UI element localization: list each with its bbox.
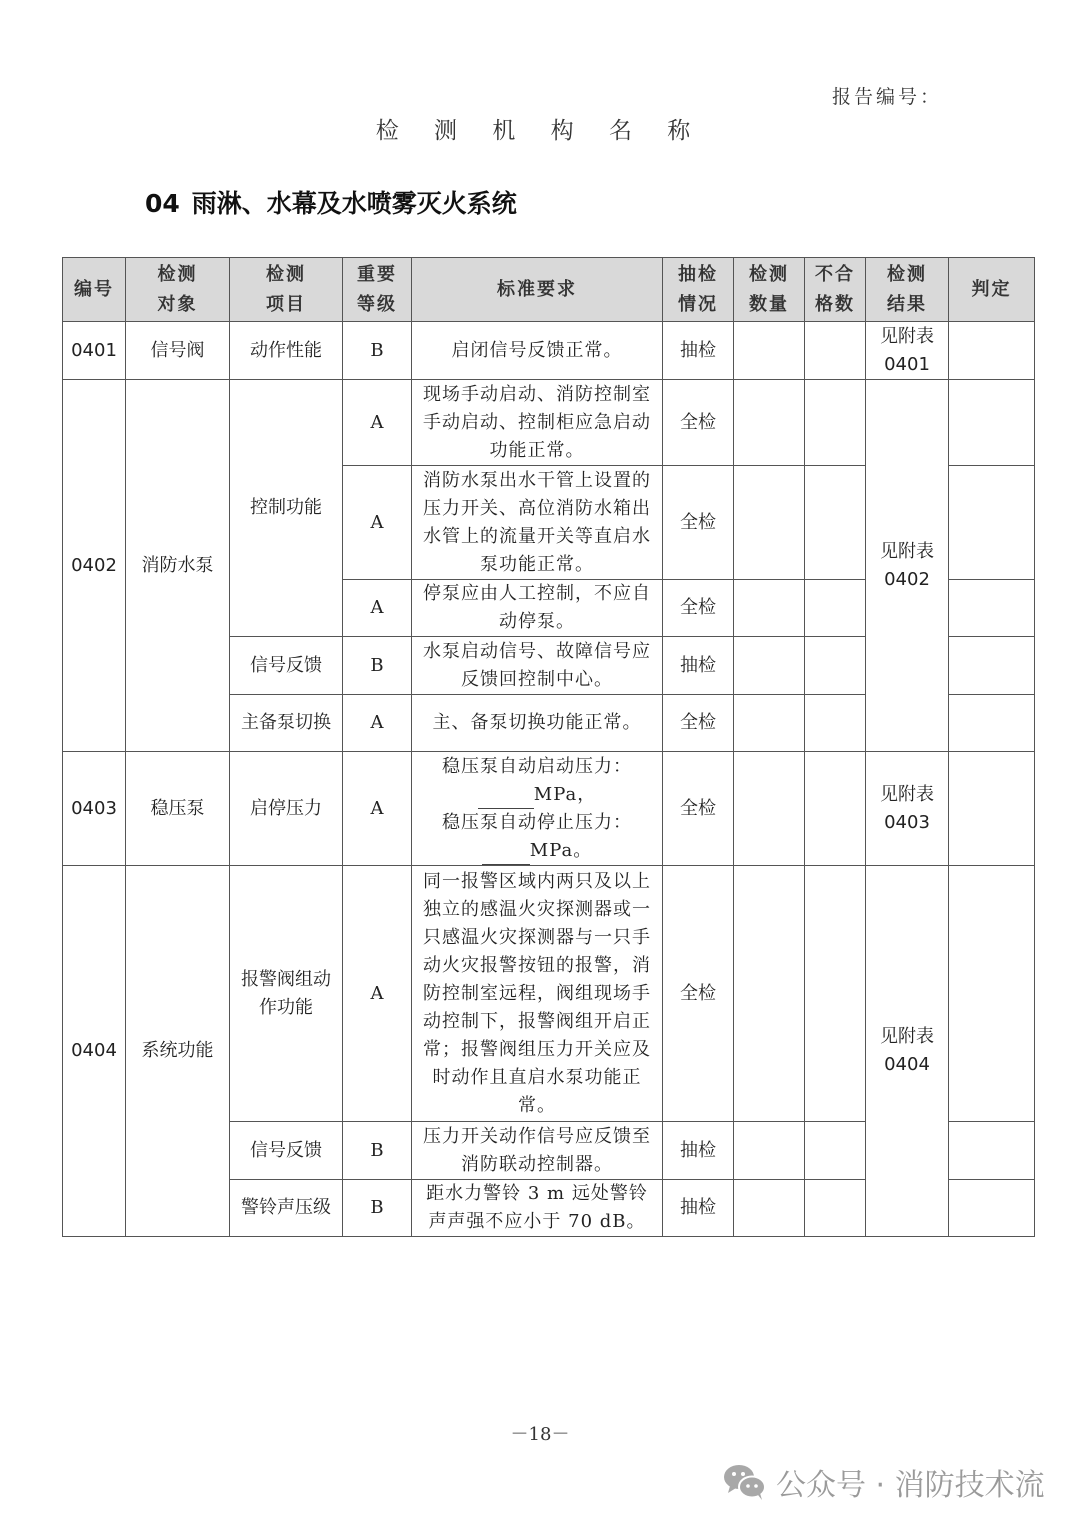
quantity-cell[interactable] <box>734 637 805 695</box>
result-cell: 见附表 0402 <box>866 380 949 752</box>
requirement-cell: 同一报警区域内两只及以上独立的感温火灾探测器或一只感温火灾探测器与一只手动火灾报警按钮的报警，消防控制室远程，阀组现场手动控制下，报警阀组开启正常；报警阀组压力开关应及时动作且直启水泵功能正常。 <box>412 866 663 1122</box>
header-verdict: 判定 <box>949 258 1035 322</box>
quantity-cell[interactable] <box>734 580 805 637</box>
item-cell: 动作性能 <box>230 322 343 380</box>
requirement-cell: 距水力警铃 3 m 远处警铃声声强不应小于 70 dB。 <box>412 1180 663 1237</box>
report-number-label: 报告编号： <box>832 86 943 108</box>
object-cell: 信号阀 <box>126 322 230 380</box>
requirement-cell: 压力开关动作信号应反馈至消防联动控制器。 <box>412 1122 663 1180</box>
verdict-cell[interactable] <box>949 322 1035 380</box>
sampling-cell: 全检 <box>663 466 734 580</box>
code-cell: 0403 <box>63 752 126 866</box>
verdict-cell[interactable] <box>949 752 1035 866</box>
item-cell: 启停压力 <box>230 752 343 866</box>
verdict-cell[interactable] <box>949 637 1035 695</box>
sampling-cell: 全检 <box>663 580 734 637</box>
failed-cell[interactable] <box>805 695 866 752</box>
inspection-table <box>62 257 1035 1237</box>
failed-cell[interactable] <box>805 866 866 1122</box>
level-cell: B <box>343 1180 412 1237</box>
requirement-cell: 消防水泵出水干管上设置的压力开关、高位消防水箱出水管上的流量开关等直启水泵功能正常。 <box>412 466 663 580</box>
verdict-cell[interactable] <box>949 380 1035 466</box>
table-row <box>63 866 1035 1122</box>
quantity-cell[interactable] <box>734 380 805 466</box>
watermark <box>722 1460 1045 1504</box>
section-title <box>145 184 517 220</box>
failed-cell[interactable] <box>805 580 866 637</box>
object-cell: 系统功能 <box>126 866 230 1237</box>
level-cell: A <box>343 580 412 637</box>
requirement-cell: 现场手动启动、消防控制室手动启动、控制柜应急启动功能正常。 <box>412 380 663 466</box>
header-level: 重要 等级 <box>343 258 412 322</box>
level-cell: A <box>343 752 412 866</box>
start-pressure-blank[interactable] <box>478 788 534 809</box>
watermark-text: 公众号 · 消防技术流 <box>776 1468 1045 1503</box>
code-cell: 0402 <box>63 380 126 752</box>
quantity-cell[interactable] <box>734 1122 805 1180</box>
sampling-cell: 抽检 <box>663 322 734 380</box>
failed-cell[interactable] <box>805 380 866 466</box>
header-quantity: 检测 数量 <box>734 258 805 322</box>
quantity-cell[interactable] <box>734 866 805 1122</box>
failed-cell[interactable] <box>805 466 866 580</box>
item-cell: 主备泵切换 <box>230 695 343 752</box>
verdict-cell[interactable] <box>949 466 1035 580</box>
organization-name: 检 测 机 构 名 称 <box>375 118 705 144</box>
header-object: 检测 对象 <box>126 258 230 322</box>
item-cell: 控制功能 <box>230 380 343 637</box>
sampling-cell: 抽检 <box>663 1122 734 1180</box>
item-cell: 警铃声压级 <box>230 1180 343 1237</box>
verdict-cell[interactable] <box>949 580 1035 637</box>
code-cell: 0404 <box>63 866 126 1237</box>
stop-pressure-blank[interactable] <box>482 844 530 865</box>
header-requirement: 标准要求 <box>412 258 663 322</box>
code-cell: 0401 <box>63 322 126 380</box>
failed-cell[interactable] <box>805 1122 866 1180</box>
verdict-cell[interactable] <box>949 695 1035 752</box>
level-cell: A <box>343 380 412 466</box>
requirement-cell: 主、备泵切换功能正常。 <box>412 695 663 752</box>
header-result: 检测 结果 <box>866 258 949 322</box>
section-number: 04 <box>145 189 180 218</box>
item-cell: 信号反馈 <box>230 1122 343 1180</box>
requirement-cell: 启闭信号反馈正常。 <box>412 322 663 380</box>
verdict-cell[interactable] <box>949 1122 1035 1180</box>
wechat-icon <box>722 1462 768 1502</box>
quantity-cell[interactable] <box>734 695 805 752</box>
table-row <box>63 380 1035 466</box>
failed-cell[interactable] <box>805 752 866 866</box>
quantity-cell[interactable] <box>734 752 805 866</box>
sampling-cell: 全检 <box>663 380 734 466</box>
failed-cell[interactable] <box>805 637 866 695</box>
level-cell: A <box>343 466 412 580</box>
sampling-cell: 抽检 <box>663 637 734 695</box>
level-cell: B <box>343 1122 412 1180</box>
item-cell: 报警阀组动作功能 <box>230 866 343 1122</box>
quantity-cell[interactable] <box>734 466 805 580</box>
failed-cell[interactable] <box>805 322 866 380</box>
level-cell: A <box>343 695 412 752</box>
header-code: 编号 <box>63 258 126 322</box>
requirement-cell: 水泵启动信号、故障信号应反馈回控制中心。 <box>412 637 663 695</box>
table-header-row <box>63 258 1035 322</box>
object-cell: 稳压泵 <box>126 752 230 866</box>
table-row <box>63 752 1035 866</box>
sampling-cell: 全检 <box>663 752 734 866</box>
level-cell: A <box>343 866 412 1122</box>
item-cell: 信号反馈 <box>230 637 343 695</box>
header-item: 检测 项目 <box>230 258 343 322</box>
quantity-cell[interactable] <box>734 322 805 380</box>
result-cell: 见附表 0401 <box>866 322 949 380</box>
verdict-cell[interactable] <box>949 1180 1035 1237</box>
sampling-cell: 全检 <box>663 695 734 752</box>
sampling-cell: 全检 <box>663 866 734 1122</box>
table-row <box>63 322 1035 380</box>
verdict-cell[interactable] <box>949 866 1035 1122</box>
level-cell: B <box>343 322 412 380</box>
section-name: 雨淋、水幕及水喷雾灭火系统 <box>191 189 517 218</box>
failed-cell[interactable] <box>805 1180 866 1237</box>
sampling-cell: 抽检 <box>663 1180 734 1237</box>
level-cell: B <box>343 637 412 695</box>
requirement-cell: 停泵应由人工控制，不应自动停泵。 <box>412 580 663 637</box>
requirement-cell: 稳压泵自动启动压力： MPa， 稳压泵自动停止压力： MPa。 <box>412 752 663 866</box>
quantity-cell[interactable] <box>734 1180 805 1237</box>
result-cell: 见附表 0404 <box>866 866 949 1237</box>
page-number: －18－ <box>510 1424 570 1445</box>
result-cell: 见附表 0403 <box>866 752 949 866</box>
header-sampling: 抽检 情况 <box>663 258 734 322</box>
object-cell: 消防水泵 <box>126 380 230 752</box>
header-failed: 不合 格数 <box>805 258 866 322</box>
